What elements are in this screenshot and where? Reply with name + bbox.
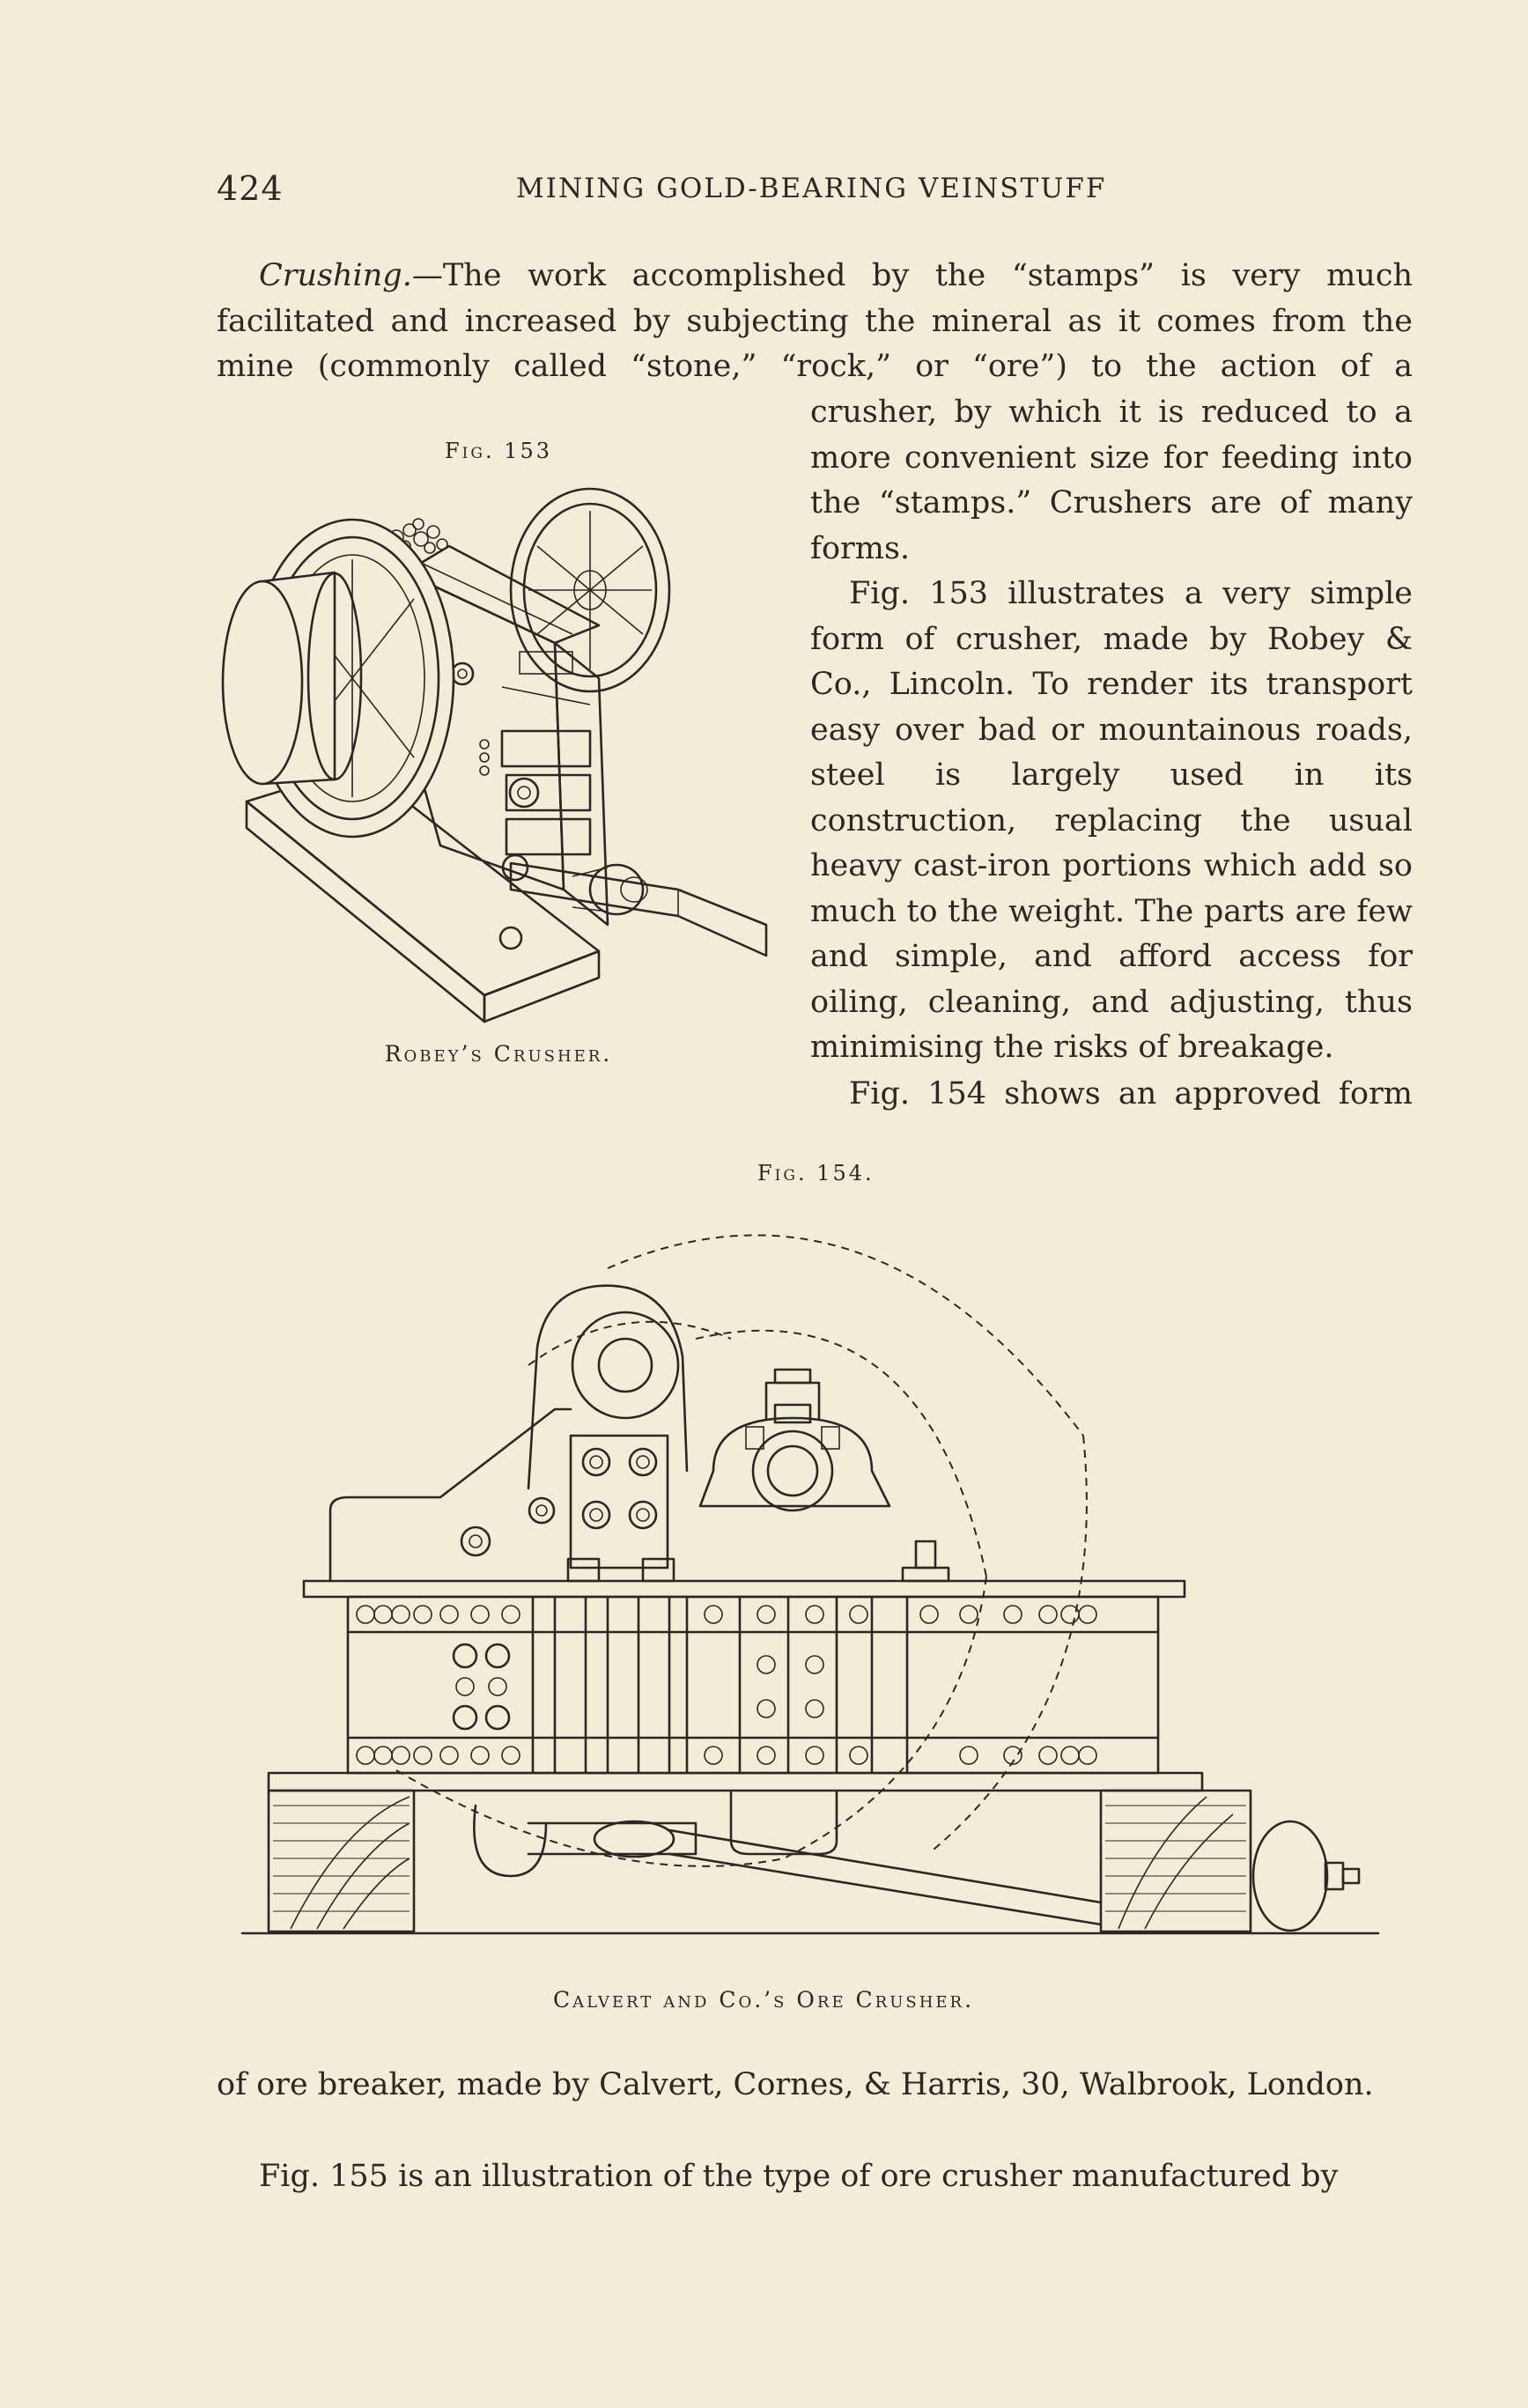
fig154-caption: Calvert and Co.’s Ore Crusher. xyxy=(552,1987,975,2013)
paragraph-text: —The work accomplished by the “stamps” is very much xyxy=(411,258,1413,293)
fig154-calvert-ore-crusher-engraving xyxy=(238,1207,1383,1982)
fig153-label: Fig. 153 xyxy=(445,439,553,463)
paragraph-crusher-continued: crusher, by which it is reduced to a more convenient size for feeding into the “stamps.” Crushers are of many forms. xyxy=(810,395,1413,566)
timber-grain-right xyxy=(1105,1797,1246,1929)
fig153-caption: Robey’s Crusher. xyxy=(384,1041,613,1067)
page-number: 424 xyxy=(217,169,284,208)
paragraph-fig155: Fig. 155 is an illustration of the type of ore crusher manufactured by xyxy=(259,2159,1339,2194)
paragraph-line xyxy=(259,254,1413,299)
running-title: MINING GOLD-BEARING VEINSTUFF xyxy=(516,173,1107,204)
paragraph-fig154-continued: of ore breaker, made by Calvert, Cornes, & Harris, 30, Walbrook, London. xyxy=(217,2067,1374,2102)
paragraph-fig153: Fig. 153 illustrates a very simple form of crusher, made by Robey & Co., Lincoln. To render its transport easy over bad or mountainous roads, steel is largely used in its construction, replacing the usual heavy cast-iron portions which add so much to the weight. The parts are few and simple, and afford access for oiling, cleaning, and adjusting, thus minimising the risks of breakage. xyxy=(810,576,1413,1065)
paragraph-line: facilitated and increased by subjecting the mineral as it comes from the xyxy=(217,304,1413,339)
fig153-robey-crusher-engraving xyxy=(220,476,784,1039)
paragraph-line: mine (commonly called “stone,” “rock,” or “ore”) to the action of a xyxy=(217,349,1413,384)
timber-grain-left xyxy=(273,1797,410,1929)
paragraph-lead-crushing: Crushing. xyxy=(259,258,412,293)
paragraph-fig154-start: Fig. 154 shows an approved form xyxy=(849,1076,1413,1112)
fig154-label: Fig. 154. xyxy=(757,1161,875,1186)
page-header xyxy=(217,169,1406,213)
